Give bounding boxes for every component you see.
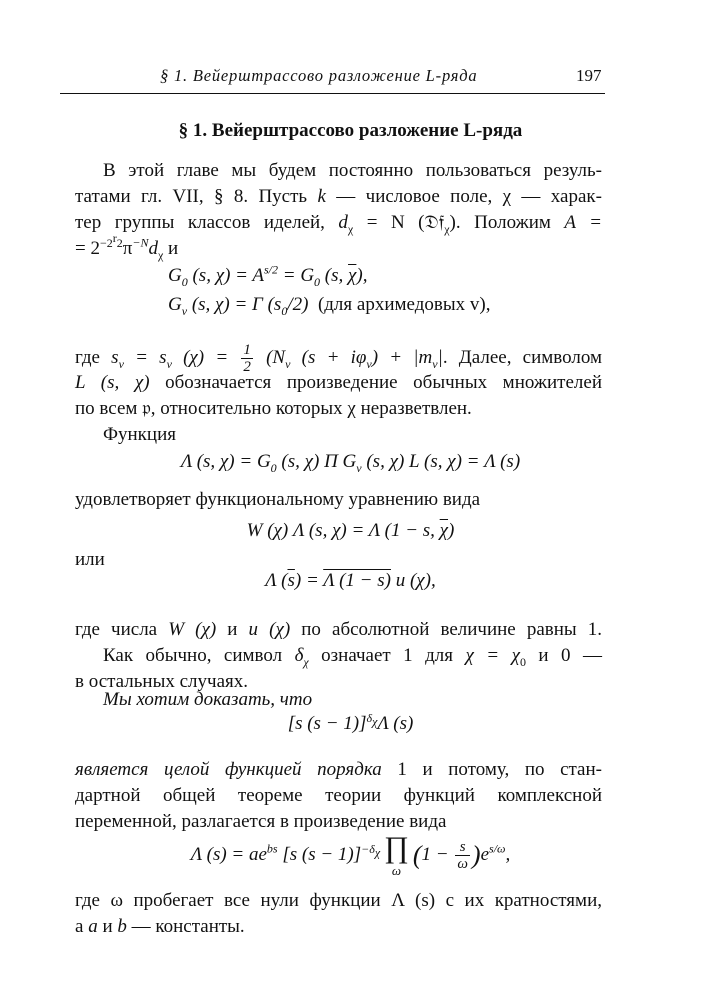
- fraction: $\frac{1}{2}$: [243, 342, 251, 375]
- section-title: § 1. Вейерштрассово разложение L-ряда: [178, 120, 523, 141]
- text-line: тер группы классов иделей, $d_\chi = N$ (𝔇𝔣$_\chi$). Положим A =: [75, 212, 602, 236]
- text-line: является целой функцией порядка 1 и потому, по стан-: [75, 759, 602, 780]
- text-line: или: [75, 549, 105, 570]
- equation-gv: $G_v$ (s, χ) = Γ $(s_0/2)$ (для архимедовых v),: [168, 294, 491, 318]
- text-line: татами гл. VII, § 8. Пусть k — числовое поле, χ — харак-: [75, 186, 602, 207]
- text-line: в остальных случаях.: [75, 671, 248, 692]
- header-rule: [60, 93, 605, 94]
- text-line: Как обычно, символ $\delta_\chi$ означает 1 для $\chi = \chi_0$ и 0 —: [103, 645, 602, 669]
- equation-lambda: Λ (s, $\chi) = G_0$ (s, χ) Π $G_v$ (s, χ) L (s, χ) = Λ (s): [180, 451, 521, 475]
- product-symbol: ∏ ω: [384, 830, 409, 878]
- equation-functional-2: Λ $(\overline{s}) = \Lambda$ (1 − s) u (χ),: [265, 570, 436, 591]
- text-line: где числа W (χ) и u (χ) по абсолютной величине равны 1.: [75, 619, 603, 640]
- equation-weierstrass: Λ $(s) = ae^{bs}$ [s (s − 1)]$^{-\delta_\chi}$ ∏ ω (1 − $\frac{s}{\omega}$ )$e^{s/\omega}$,: [190, 830, 511, 878]
- page-number: 197: [576, 66, 602, 85]
- text-line: где ω пробегает все нули функции Λ (s) с их кратностями,: [75, 890, 602, 911]
- fraction: $\frac{s}{\omega}$: [457, 839, 468, 873]
- equation-entire: [s (s − 1)]$^{\delta_\chi}$Λ (s): [287, 710, 414, 734]
- text-line: дартной общей теореме теории функций комплексной: [75, 785, 602, 806]
- text-line: а a и b — константы.: [75, 916, 245, 937]
- text-line: переменной, разлагается в произведение вида: [75, 811, 447, 832]
- text-line: удовлетворяет функциональному уравнению вида: [75, 489, 481, 510]
- text-line: Мы хотим доказать, что: [103, 689, 313, 710]
- equation-g0: $G_0$ (s, $\chi) = A^{s/2} = G_0$ (s, $\overline{\chi}$),: [168, 262, 368, 289]
- math-k: k: [317, 186, 326, 207]
- text-line: где $s_v = s_v$ (χ) = $\frac{1}{2}$ ($N_v$ $(s + i\varphi_v) + |m_v|$. Далее, символом: [75, 342, 603, 375]
- text-line: по всем 𝔭, относительно которых χ неразветвлен.: [75, 398, 472, 419]
- equation-functional-1: W (χ) Λ (s, χ) = Λ (1 − s, $\overline{\chi}$): [246, 520, 455, 541]
- running-head: § 1. Вейерштрассово разложение L-ряда: [160, 66, 478, 85]
- text-line: = $2^{-2^r2}\pi^{-N}d_\chi$ и: [75, 230, 179, 262]
- text-line: В этой главе мы будем постоянно пользоваться резуль-: [103, 160, 602, 181]
- text-line: Функция: [103, 424, 176, 445]
- text-line: L (s, χ) обозначается произведение обычных множителей: [75, 372, 602, 393]
